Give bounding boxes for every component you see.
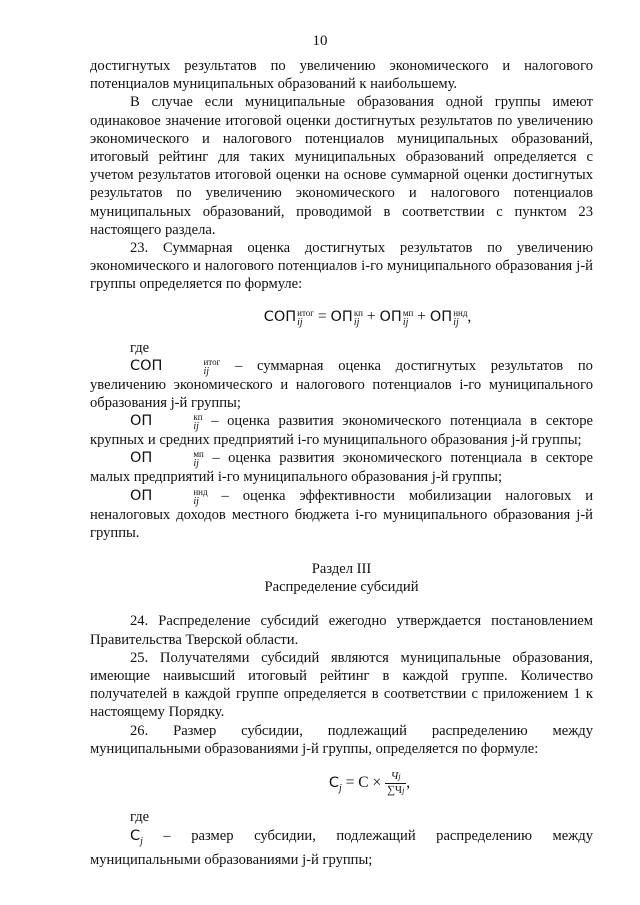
definition-mp: ОП мп ij – оценка развития экономического потенциала в секторе малых предприятий i-го муниципального образования j-й группы;: [90, 449, 593, 486]
section-subtitle: Распределение субсидий: [264, 579, 419, 596]
section-title: Раздел III: [311, 561, 372, 578]
paragraph-24: 24. Распределение субсидий ежегодно утверждается постановлением Правительства Тверской области.: [90, 613, 593, 648]
page-number: 10: [312, 33, 328, 49]
document-body: [90, 57, 593, 869]
paragraph-tie-case: В случае если муниципальные образования одной группы имеют одинаковое значение итоговой оценки достигнутых результатов по увеличению экономического и налогового потенциалов муниципальных образований, итоговый рейтинг для таких муниципальных образований определяется с учетом результатов итоговой оценки на основе суммарной оценки достигнутых результатов по увеличению экономического и налогового потенциалов муниципальных образований, проводимой в соответствии с пунктом 23 настоящего раздела.: [90, 94, 593, 238]
paragraph-25: 25. Получателями субсидий являются муниципальные образования, имеющие наивысший итоговый рейтинг в каждой группе. Количество получателей в каждой группе определяется в соответствии с приложением 1 к настоящему Порядку.: [90, 649, 593, 721]
where-label-2: где: [130, 809, 150, 826]
paragraph-26: 26. Размер субсидии, подлежащий распределению между муниципальными образованиями j-й группы, определяется по формуле:: [90, 722, 593, 757]
definition-nnd: ОП ннд ij – оценка эффективности мобилизации налоговых и неналоговых доходов местного бюджета i-го муниципального образования j-й группы.: [90, 486, 593, 541]
where-label-1: где: [130, 339, 150, 356]
formula-total-score: СОП итог ij = ОП кп ij + ОП мп ij + ОП ннд ij ,: [263, 307, 472, 328]
definition-sop: СОП итог ij – суммарная оценка достигнутых результатов по увеличению экономического и налогового потенциалов i-го муниципального образования j-й группы;: [90, 356, 593, 412]
paragraph-23: 23. Суммарная оценка достигнутых результатов по увеличению экономического и налогового потенциалов i-го муниципального образования j-й группы определяется по формуле:: [90, 240, 593, 293]
definition-kp: ОП кп ij – оценка развития экономического потенциала в секторе крупных и средних предприятий i-го муниципального образования j-й группы;: [90, 412, 593, 449]
fraction: $\frac{Чj}{\sum Чj}$: [387, 770, 405, 797]
formula-subsidy: $С_j = С$ × $\frac{Чj}{\sum Чj}$ ,: [328, 770, 411, 797]
paragraph-intro: достигнутых результатов по увеличению экономического и налогового потенциалов муниципальных образований к наибольшему.: [90, 58, 593, 93]
definition-cj: $С_j$ – размер субсидии, подлежащий распределению между муниципальными образованиями j-й группы;: [90, 827, 594, 868]
